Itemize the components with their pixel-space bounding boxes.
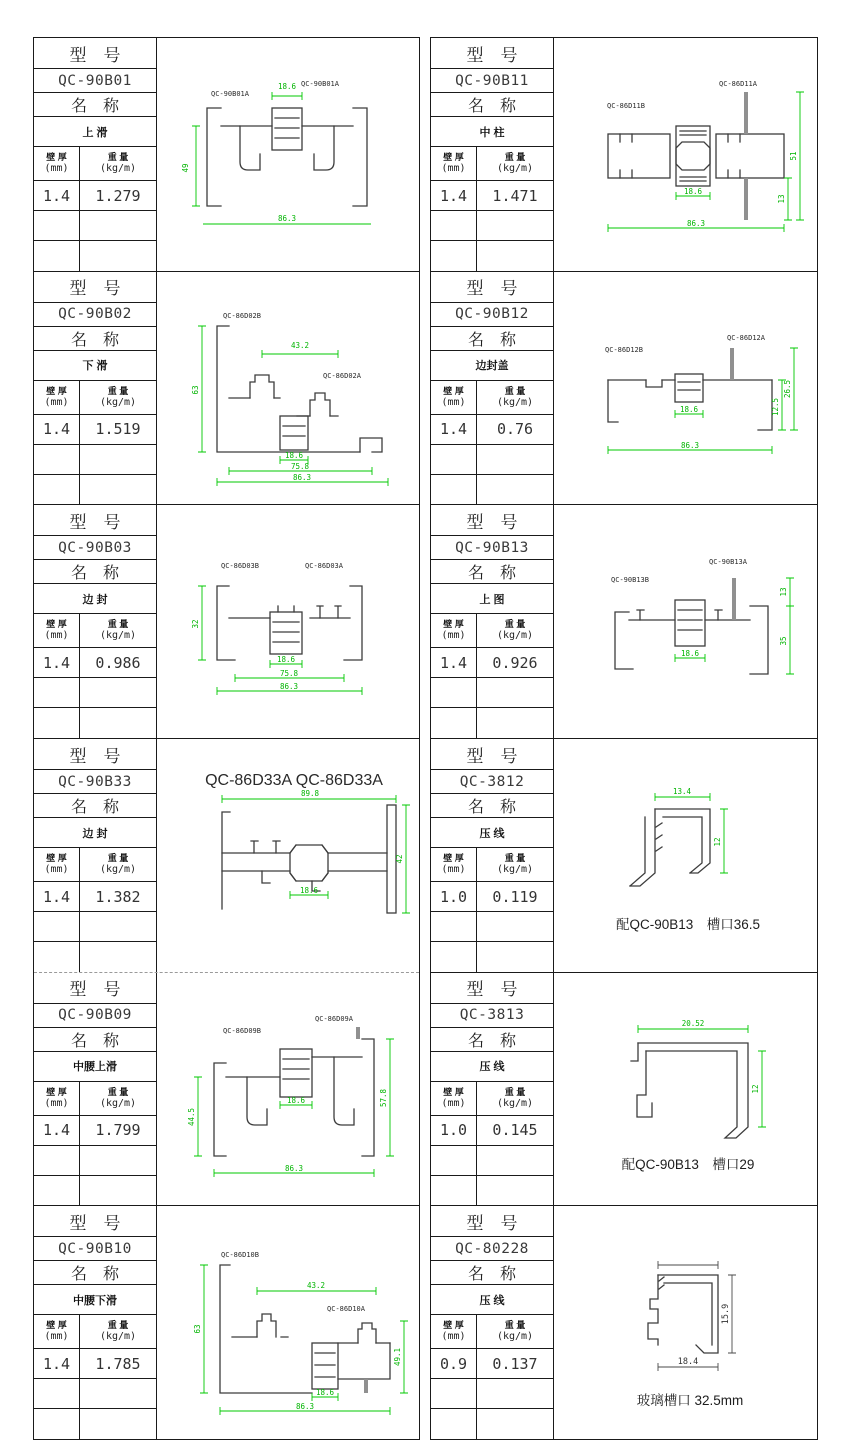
thickness-value: 1.4: [34, 1349, 80, 1378]
profile-cell: [34, 739, 419, 973]
dim-label: 86.3: [680, 441, 699, 450]
drawing-area: [554, 505, 817, 738]
weight-unit: (kg/m): [99, 396, 137, 408]
empty-row: [34, 1409, 156, 1439]
name-header: 名 称: [431, 794, 553, 818]
thickness-unit: (mm): [441, 630, 466, 642]
dim-label: 86.3: [686, 219, 705, 229]
profile-drawing-qc90b33: [162, 757, 414, 953]
profile-drawing-qc90b10: [162, 1225, 414, 1421]
part-label: QC-86D09B: [223, 1027, 261, 1036]
spec-table: [431, 272, 554, 505]
name-value: 中 柱: [431, 117, 553, 147]
dim-label: 86.3: [277, 214, 297, 224]
empty-row: [431, 445, 553, 475]
thickness-unit: (mm): [44, 396, 69, 408]
part-label: QC-86D10A: [327, 1304, 365, 1313]
units-row: [34, 1082, 156, 1116]
spec-table: [34, 505, 157, 738]
model-header: 型 号: [34, 973, 156, 1004]
weight-header: 重 量: [504, 619, 526, 630]
name-header: 名 称: [431, 1261, 553, 1285]
units-row: [431, 848, 553, 882]
dim-label: 63: [191, 385, 200, 395]
part-label: QC-86D03A: [305, 561, 343, 570]
model-header: 型 号: [34, 38, 156, 69]
values-row: [34, 181, 156, 211]
empty-row: [34, 241, 156, 271]
dim-label: 86.3: [284, 1164, 304, 1174]
profile-cell: [34, 272, 419, 506]
empty-row: [431, 475, 553, 505]
name-value: 边封盖: [431, 351, 553, 381]
model-header: 型 号: [34, 505, 156, 536]
values-row: [34, 1116, 156, 1146]
profile-drawing-qc90b09: [162, 991, 414, 1187]
model-header: 型 号: [431, 1206, 553, 1237]
model-value: QC-90B33: [34, 770, 156, 794]
part-label: QC-86D03B: [221, 561, 259, 570]
pairing-note: 玻璃槽口 32.5mm: [636, 1392, 743, 1408]
units-row: [34, 381, 156, 415]
dim-label: 75.8: [279, 668, 299, 678]
thickness-header: 壁 厚: [443, 1086, 464, 1097]
values-row: [431, 415, 553, 445]
values-row: [431, 882, 553, 912]
name-value: 上 滑: [34, 117, 156, 147]
weight-header: 重 量: [107, 385, 129, 396]
thickness-header: 壁 厚: [46, 385, 67, 396]
spec-table: [431, 1206, 554, 1439]
name-value: 边 封: [34, 818, 156, 848]
weight-header: 重 量: [504, 385, 526, 396]
model-value: QC-90B12: [431, 303, 553, 327]
empty-row: [34, 708, 156, 738]
thickness-header: 壁 厚: [443, 385, 464, 396]
spec-table: [34, 739, 157, 972]
thickness-header: 壁 厚: [46, 619, 67, 630]
weight-value: 0.926: [492, 653, 538, 672]
name-value: 上 图: [431, 584, 553, 614]
thickness-value: 1.4: [34, 648, 80, 677]
weight-value: 1.799: [95, 1121, 141, 1140]
empty-row: [34, 1146, 156, 1176]
empty-row: [34, 678, 156, 708]
dim-label: 35: [778, 636, 788, 646]
dim-label: 86.3: [292, 473, 312, 482]
thickness-unit: (mm): [441, 396, 466, 408]
profile-cell: [34, 505, 419, 739]
profile-cell: [431, 973, 817, 1207]
weight-header: 重 量: [107, 1320, 129, 1331]
pairing-note: 配QC-90B13 槽口29: [621, 1157, 754, 1173]
name-header: 名 称: [431, 1028, 553, 1052]
dim-label: 18.4: [677, 1356, 698, 1367]
units-row: [431, 147, 553, 181]
name-value: 压 线: [431, 818, 553, 848]
empty-row: [34, 475, 156, 505]
empty-row: [431, 912, 553, 942]
dim-label: 43.2: [306, 1280, 326, 1290]
drawing-area: [157, 505, 419, 738]
drawing-area: [554, 739, 817, 972]
model-value: QC-90B13: [431, 536, 553, 560]
model-header: 型 号: [34, 272, 156, 303]
drawing-area: [554, 1206, 817, 1439]
name-header: 名 称: [34, 1261, 156, 1285]
dim-label: 18.6: [277, 82, 297, 92]
values-row: [34, 648, 156, 678]
part-label: QC-86D12B: [604, 346, 643, 354]
drawing-area: [554, 973, 817, 1206]
thickness-unit: (mm): [44, 864, 69, 876]
weight-unit: (kg/m): [496, 396, 534, 408]
name-header: 名 称: [34, 1028, 156, 1052]
empty-row: [431, 1146, 553, 1176]
model-header: 型 号: [431, 505, 553, 536]
empty-row: [431, 241, 553, 271]
model-header: 型 号: [34, 1206, 156, 1237]
weight-value: 1.382: [95, 887, 141, 906]
dim-label: 18.6: [680, 648, 699, 658]
dim-label: 18.6: [299, 886, 319, 896]
profile-cell: [431, 739, 817, 973]
profile-drawing-qc90b11: [560, 56, 812, 252]
profile-cell: [34, 38, 419, 272]
dim-label: 51: [788, 151, 798, 161]
part-label: QC-90B13B: [610, 575, 649, 584]
dim-label: 42: [395, 854, 404, 864]
values-row: [431, 181, 553, 211]
weight-header: 重 量: [504, 853, 526, 864]
thickness-value: 1.4: [34, 415, 80, 444]
catalog-column-right: [430, 37, 818, 1440]
thickness-unit: (mm): [441, 864, 466, 876]
dim-label: 32: [191, 619, 200, 629]
thickness-unit: (mm): [44, 1331, 69, 1343]
name-value: 中腰下滑: [34, 1285, 156, 1315]
dim-label: 18.6: [284, 451, 304, 460]
model-value: QC-90B09: [34, 1004, 156, 1028]
profile-drawing-qc80228: [560, 1225, 812, 1421]
weight-unit: (kg/m): [99, 163, 137, 174]
weight-value: 1.279: [95, 186, 141, 205]
spec-table: [431, 739, 554, 972]
part-label: QC-90B01A: [301, 80, 339, 89]
dim-label: 18.6: [315, 1387, 335, 1397]
thickness-header: 壁 厚: [46, 853, 67, 864]
empty-row: [431, 1409, 553, 1439]
part-label: QC-86D02B: [223, 312, 261, 320]
part-label: QC-86D12A: [726, 334, 765, 342]
profile-drawing-qc90b12: [560, 290, 812, 486]
name-value: 压 线: [431, 1052, 553, 1082]
drawing-area: [157, 973, 419, 1206]
dim-label: 18.6: [286, 1096, 306, 1106]
part-label: QC-90B01A: [211, 90, 249, 99]
model-header: 型 号: [34, 739, 156, 770]
thickness-header: 壁 厚: [46, 152, 67, 162]
drawing-area: [554, 38, 817, 271]
name-header: 名 称: [431, 327, 553, 351]
weight-value: 0.76: [496, 420, 534, 439]
weight-unit: (kg/m): [496, 864, 534, 876]
drawing-area: [157, 38, 419, 271]
dim-label: 18.6: [276, 654, 296, 664]
units-row: [34, 614, 156, 648]
dim-label: 18.6: [683, 187, 702, 197]
dim-label: 86.3: [295, 1401, 315, 1411]
weight-value: 0.986: [95, 653, 141, 672]
drawing-area: [157, 1206, 419, 1439]
thickness-unit: (mm): [441, 1331, 466, 1343]
name-value: 下 滑: [34, 351, 156, 381]
model-header: 型 号: [431, 38, 553, 69]
dim-label: 15.9: [720, 1303, 731, 1324]
weight-value: 0.145: [492, 1121, 538, 1140]
thickness-unit: (mm): [44, 630, 69, 642]
values-row: [431, 648, 553, 678]
weight-header: 重 量: [504, 1320, 526, 1331]
part-label: QC-86D11A: [718, 80, 757, 89]
dim-label: 43.2: [290, 341, 310, 350]
empty-row: [431, 1379, 553, 1409]
dim-label: 12: [750, 1084, 760, 1094]
part-label: QC-86D10B: [221, 1250, 259, 1259]
empty-row: [34, 942, 156, 972]
units-row: [431, 1315, 553, 1349]
units-row: [34, 848, 156, 882]
weight-unit: (kg/m): [99, 1097, 137, 1109]
values-row: [431, 1349, 553, 1379]
profile-drawing-qc3812: [560, 757, 812, 953]
model-value: QC-90B02: [34, 303, 156, 327]
spec-table: [431, 973, 554, 1206]
dim-label: 57.8: [379, 1088, 388, 1108]
part-label: QC-86D02A: [323, 372, 361, 380]
spec-table: [431, 505, 554, 738]
weight-unit: (kg/m): [99, 630, 137, 642]
thickness-value: 1.4: [431, 181, 477, 210]
part-label: QC-86D09A: [315, 1015, 353, 1024]
profile-drawing-qc90b02: [162, 290, 414, 486]
pairing-note: 配QC-90B13 槽口36.5: [615, 917, 760, 933]
profile-cell: [34, 1206, 419, 1439]
values-row: [431, 1116, 553, 1146]
name-header: 名 称: [34, 794, 156, 818]
empty-row: [34, 445, 156, 475]
values-row: [34, 882, 156, 912]
units-row: [431, 381, 553, 415]
weight-value: 1.519: [95, 420, 141, 439]
part-label: QC-90B13A: [708, 557, 747, 566]
units-row: [431, 614, 553, 648]
weight-header: 重 量: [504, 152, 526, 162]
dim-label: 13.4: [672, 787, 691, 797]
units-row: [431, 1082, 553, 1116]
profile-drawing-qc90b03: [162, 524, 414, 720]
weight-unit: (kg/m): [496, 1097, 534, 1109]
dim-label: 63: [193, 1324, 202, 1334]
empty-row: [431, 678, 553, 708]
empty-row: [34, 1176, 156, 1206]
part-label-large: QC-86D33A QC-86D33A: [205, 772, 383, 790]
model-header: 型 号: [431, 973, 553, 1004]
thickness-header: 壁 厚: [46, 1320, 67, 1331]
model-value: QC-90B10: [34, 1237, 156, 1261]
name-value: 边 封: [34, 584, 156, 614]
empty-row: [34, 1379, 156, 1409]
dim-label: 44.5: [187, 1107, 196, 1127]
thickness-value: 1.4: [431, 648, 477, 677]
thickness-unit: (mm): [44, 1097, 69, 1109]
name-header: 名 称: [34, 327, 156, 351]
weight-unit: (kg/m): [496, 163, 534, 174]
empty-row: [431, 942, 553, 972]
profile-cell: [431, 38, 817, 272]
weight-header: 重 量: [107, 1086, 129, 1097]
weight-value: 1.471: [492, 186, 538, 205]
dim-label: 20.52: [681, 1019, 704, 1029]
model-value: QC-90B03: [34, 536, 156, 560]
catalog-column-left: [33, 37, 420, 1440]
name-value: 中腰上滑: [34, 1052, 156, 1082]
weight-value: 0.119: [492, 887, 538, 906]
profile-cell: [431, 272, 817, 506]
empty-row: [431, 1176, 553, 1206]
empty-row: [34, 211, 156, 241]
dim-label: 18.6: [679, 405, 698, 414]
thickness-value: 1.0: [431, 1116, 477, 1145]
drawing-area: [554, 272, 817, 505]
profile-cell: [34, 973, 419, 1207]
name-header: 名 称: [34, 93, 156, 117]
name-header: 名 称: [431, 93, 553, 117]
spec-table: [34, 973, 157, 1206]
dim-label: 12: [712, 837, 722, 847]
thickness-unit: (mm): [441, 1097, 466, 1109]
dim-label: 75.8: [290, 462, 310, 471]
weight-header: 重 量: [107, 853, 129, 864]
thickness-value: 1.0: [431, 882, 477, 911]
dim-label: 89.8: [300, 789, 320, 799]
spec-table: [34, 272, 157, 505]
weight-header: 重 量: [504, 1086, 526, 1097]
name-value: 压 线: [431, 1285, 553, 1315]
weight-unit: (kg/m): [496, 1331, 534, 1343]
model-value: QC-90B11: [431, 69, 553, 93]
thickness-unit: (mm): [441, 163, 466, 174]
profile-drawing-qc90b13: [560, 524, 812, 720]
profile-cell: [431, 1206, 817, 1439]
spec-table: [34, 1206, 157, 1439]
weight-value: 1.785: [95, 1354, 141, 1373]
thickness-value: 0.9: [431, 1349, 477, 1378]
thickness-header: 壁 厚: [443, 853, 464, 864]
spec-table: [431, 38, 554, 271]
dim-label: 26.5: [782, 379, 792, 399]
weight-unit: (kg/m): [99, 1331, 137, 1343]
model-header: 型 号: [431, 272, 553, 303]
weight-header: 重 量: [107, 152, 129, 162]
thickness-header: 壁 厚: [443, 1320, 464, 1331]
empty-row: [431, 211, 553, 241]
weight-header: 重 量: [107, 619, 129, 630]
model-value: QC-90B01: [34, 69, 156, 93]
spec-table: [34, 38, 157, 271]
profile-drawing-qc90b01: [162, 56, 414, 252]
dim-label: 13: [778, 587, 788, 597]
thickness-value: 1.4: [34, 1116, 80, 1145]
empty-row: [431, 708, 553, 738]
thickness-value: 1.4: [34, 882, 80, 911]
part-label: QC-86D11B: [606, 102, 645, 111]
thickness-value: 1.4: [431, 415, 477, 444]
name-header: 名 称: [431, 560, 553, 584]
dim-label: 49.1: [393, 1347, 402, 1366]
drawing-area: [157, 739, 419, 972]
thickness-header: 壁 厚: [443, 152, 464, 162]
units-row: [34, 1315, 156, 1349]
thickness-value: 1.4: [34, 181, 80, 210]
weight-unit: (kg/m): [496, 630, 534, 642]
dim-label: 13: [776, 194, 786, 204]
name-header: 名 称: [34, 560, 156, 584]
values-row: [34, 1349, 156, 1379]
dim-label: 12.5: [770, 397, 780, 417]
model-header: 型 号: [431, 739, 553, 770]
model-value: QC-3813: [431, 1004, 553, 1028]
model-value: QC-3812: [431, 770, 553, 794]
empty-row: [34, 912, 156, 942]
weight-value: 0.137: [492, 1354, 538, 1373]
values-row: [34, 415, 156, 445]
thickness-unit: (mm): [44, 163, 69, 174]
profile-drawing-qc3813: [560, 991, 812, 1187]
thickness-header: 壁 厚: [443, 619, 464, 630]
weight-unit: (kg/m): [99, 864, 137, 876]
profile-cell: [431, 505, 817, 739]
dim-label: 49: [181, 163, 190, 173]
units-row: [34, 147, 156, 181]
thickness-header: 壁 厚: [46, 1086, 67, 1097]
dim-label: 86.3: [279, 681, 299, 691]
drawing-area: [157, 272, 419, 505]
model-value: QC-80228: [431, 1237, 553, 1261]
